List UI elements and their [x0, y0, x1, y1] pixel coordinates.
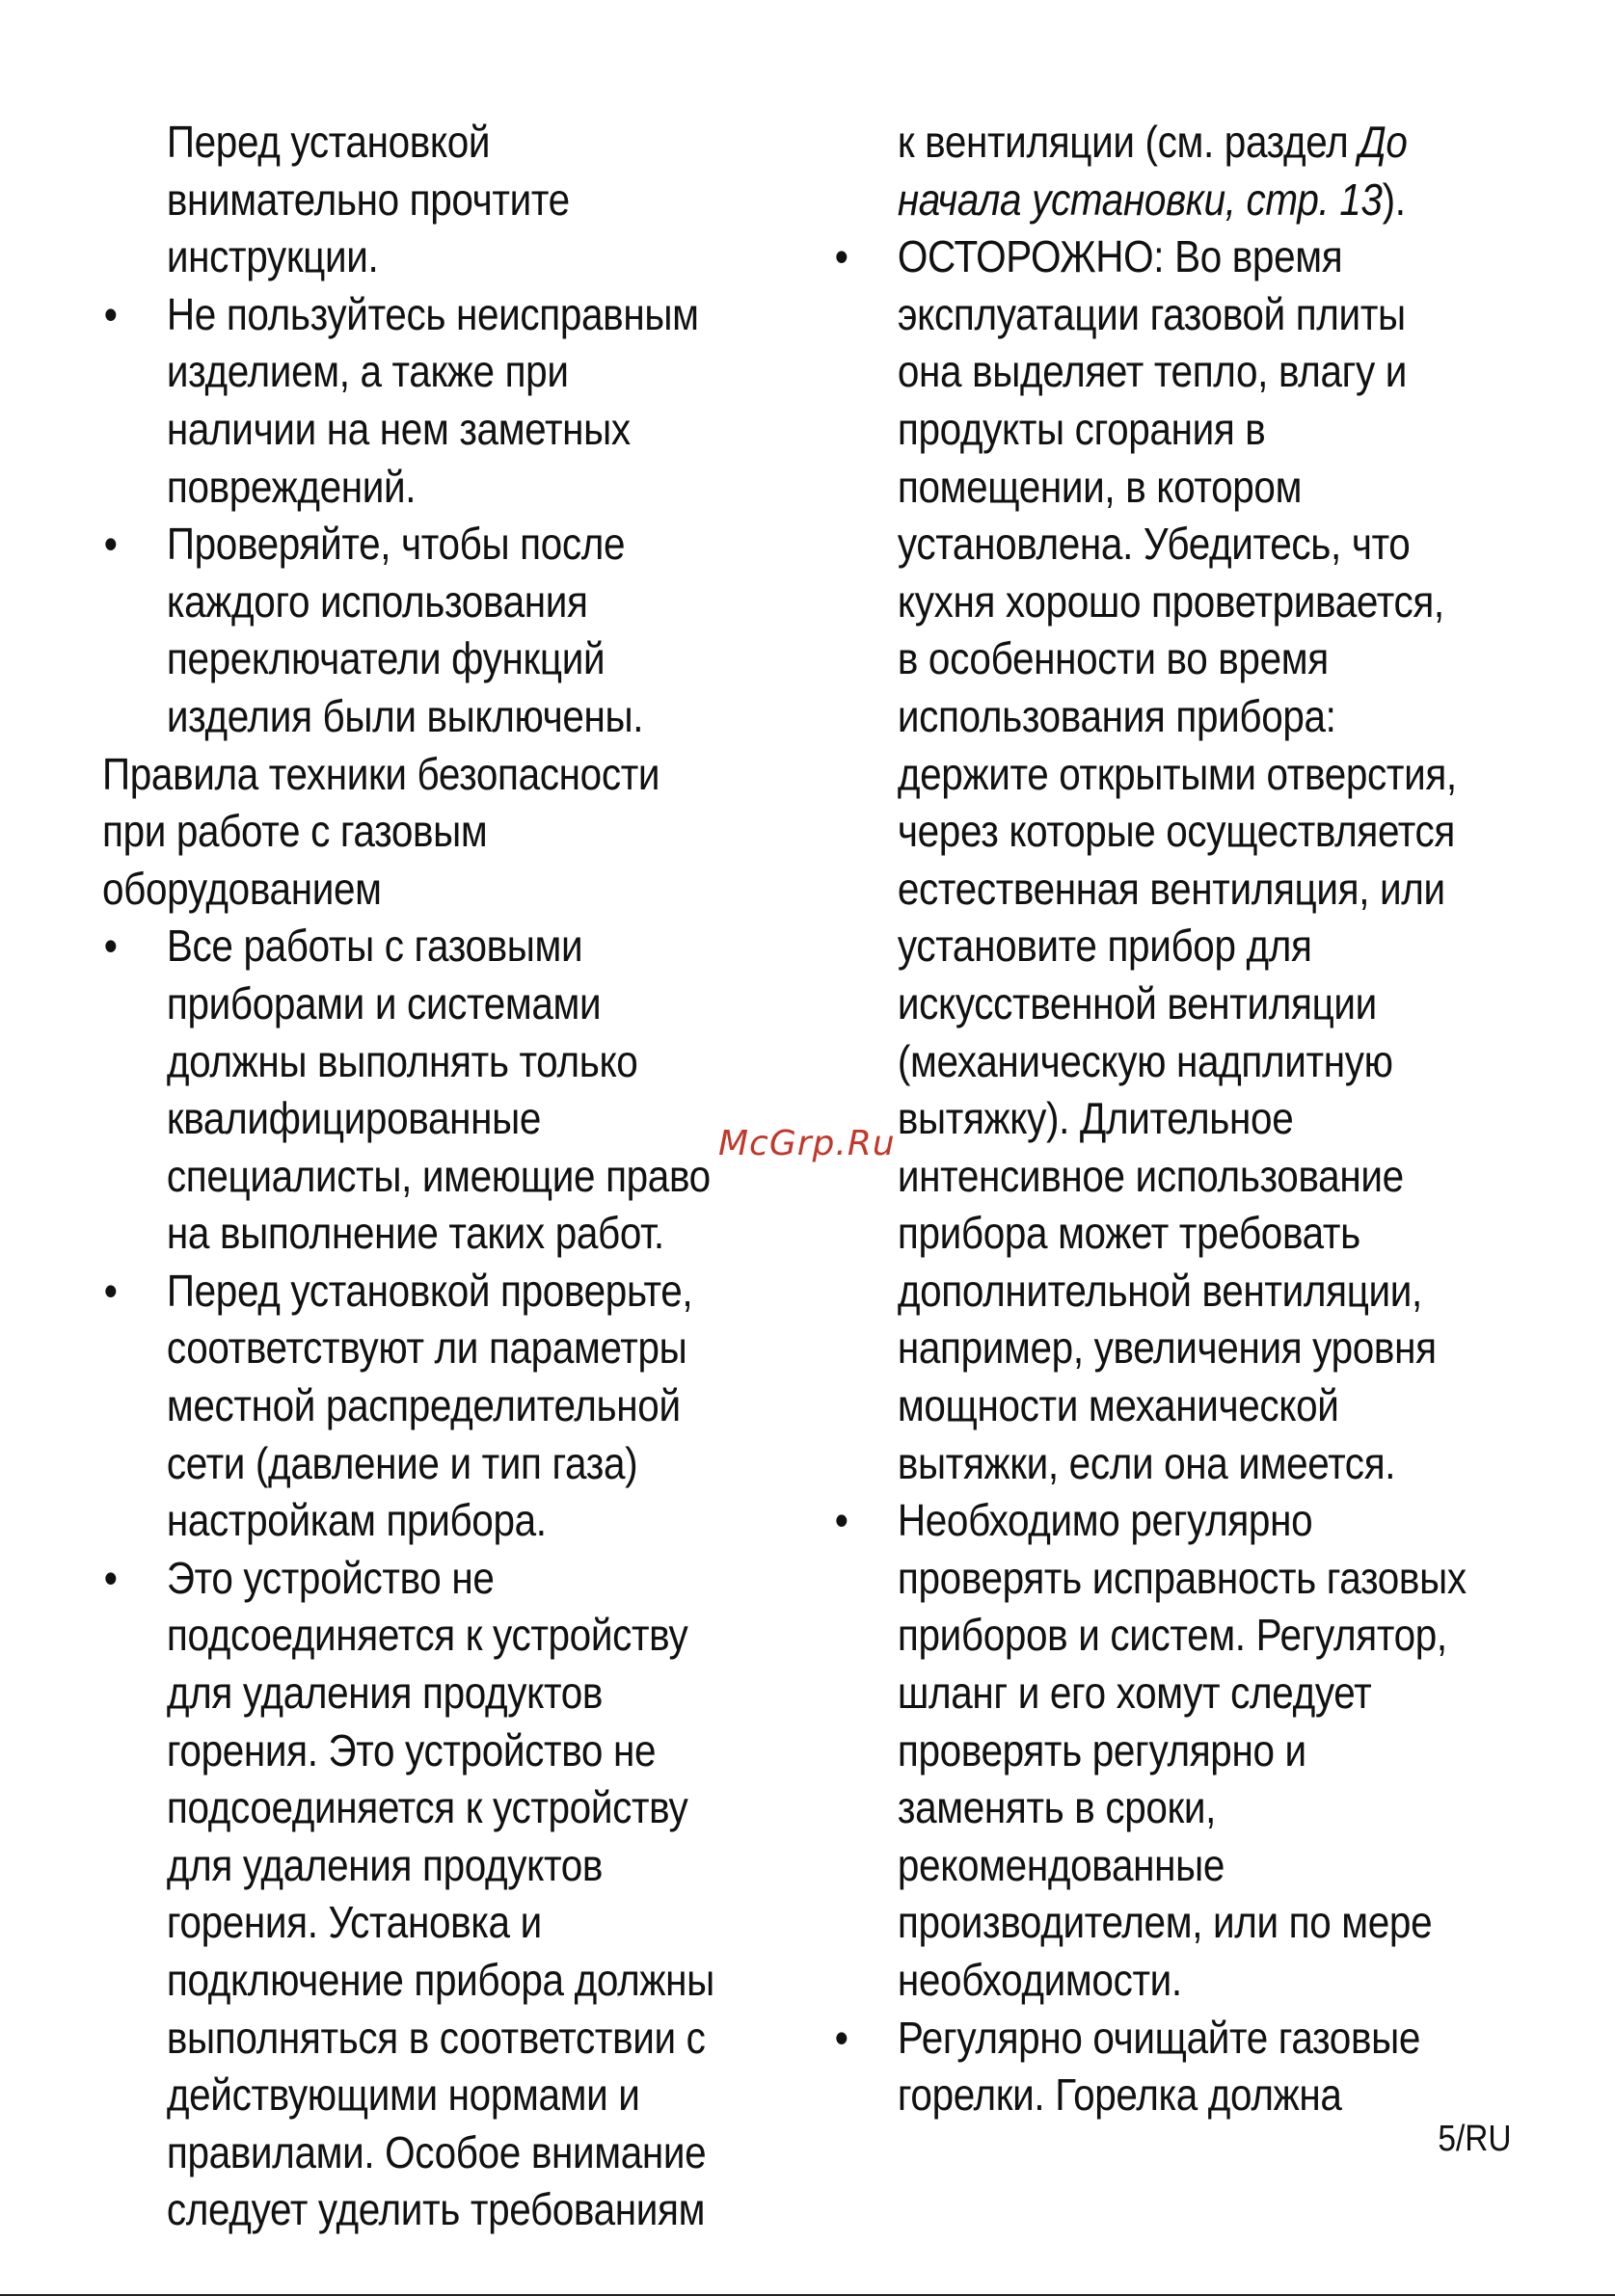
list-item-text: Перед установкой проверьте, соответствуют ли параметры местной распределительной сети (давление и тип газа) настройкам прибора.	[166, 1265, 693, 1546]
bullet-icon: •	[103, 921, 118, 972]
bullet-icon: •	[103, 519, 118, 570]
list-item	[102, 918, 721, 1263]
continuation-text: к вентиляции (см. раздел	[897, 117, 1359, 167]
left-column	[102, 114, 721, 2239]
bullet-icon: •	[103, 288, 118, 339]
list-item	[833, 228, 1469, 1492]
list-item	[102, 1550, 721, 2239]
list-item	[833, 1492, 1469, 2009]
bullet-icon: •	[834, 2012, 848, 2063]
list-item-text: Регулярно очищайте газовые горелки. Горелка должна	[897, 2012, 1421, 2121]
section-heading: Правила техники безопасности при работе с газовым оборудованием	[102, 748, 660, 914]
bullet-icon: •	[103, 1265, 118, 1316]
page-number: 5/RU	[1438, 2119, 1512, 2159]
list-item	[102, 516, 721, 745]
list-item-text: Все работы с газовыми приборами и системами должны выполнять только квалифицированные специалисты, имеющие право на выполнение таких работ.	[166, 921, 711, 1259]
list-item-text: Не пользуйтесь неисправным изделием, а также при наличии на нем заметных повреждений.	[166, 288, 699, 512]
list-item	[102, 1263, 721, 1550]
section-reference-link: До начала установки, стр. 13	[897, 117, 1408, 225]
list-item-text: Необходимо регулярно проверять исправность газовых приборов и систем. Регулятор, шланг и его хомут следует проверять регулярно и заменять в сроки, рекомендованные производителем, или по мере необходимости.	[897, 1495, 1467, 2005]
right-column	[833, 114, 1469, 2124]
continuation-end: ).	[1382, 174, 1406, 225]
list-item	[102, 286, 721, 516]
list-item-text: ОСТОРОЖНО: Во время эксплуатации газовой плиты она выделяет тепло, влагу и продукты сгорания в помещении, в котором установлена. Убедитесь, что кухня хорошо проветривается, в особенности во время использования прибора: держите открытыми отверстия, через которые осуществляется естественная вентиляция, или установите прибор для искусственной вентиляции (механическую надплитную вытяжку). Длительное интенсивное использование прибора может требовать дополнительной вентиляции, например, увеличения уровня мощности механической вытяжки, если она имеется.	[897, 231, 1457, 1488]
list-item	[833, 2010, 1469, 2124]
watermark: McGrp.Ru	[718, 1124, 896, 1163]
ventilation-continuation	[833, 114, 1469, 228]
bullet-icon: •	[103, 1552, 118, 1603]
bullet-icon: •	[834, 1495, 848, 1546]
list-item-text: Это устройство не подсоединяется к устройству для удаления продуктов горения. Это устройство не подсоединяется к устройству для удаления продуктов горения. Установка и подключение прибора должны выполняться в соответствии с действующими нормами и правилами. Особое внимание следует уделить требованиям	[166, 1552, 714, 2235]
bullet-icon: •	[834, 231, 848, 282]
list-item-text: Проверяйте, чтобы после каждого использования переключатели функций изделия были выключены.	[166, 519, 644, 741]
intro-continuation: Перед установкой внимательно прочтите инструкции.	[166, 117, 570, 282]
